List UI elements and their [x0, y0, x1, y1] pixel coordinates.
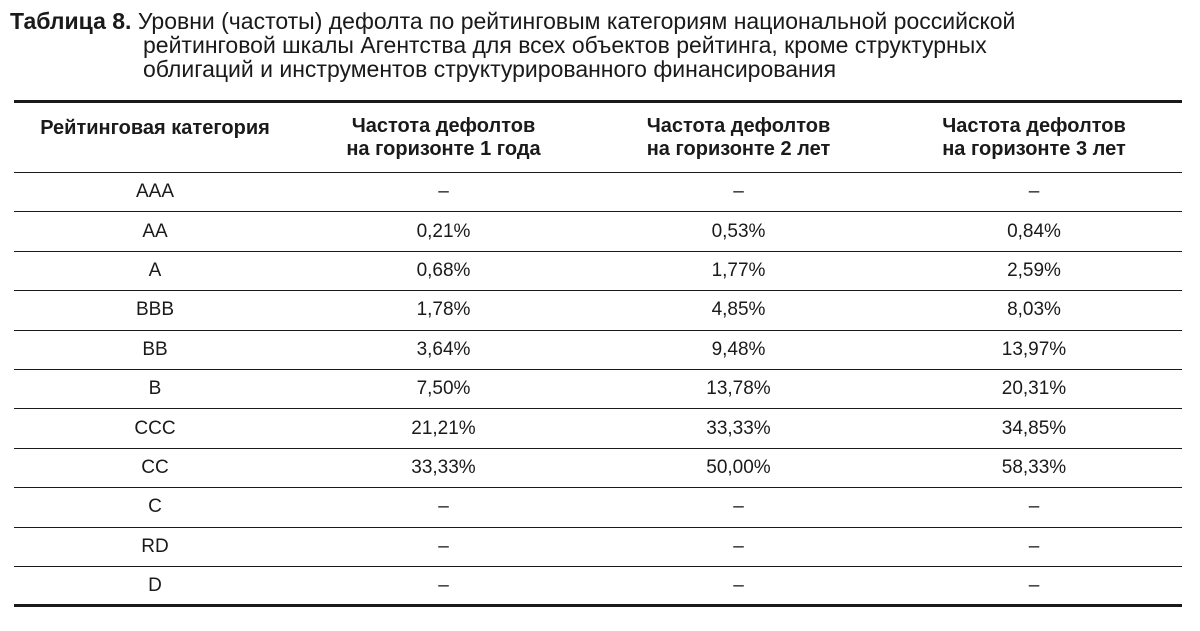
header-default-2y [591, 102, 886, 173]
caption-text-1: Уровни (частоты) дефолта по рейтинговым категориям национальной российской [137, 8, 1016, 34]
cell-1y: 1,78% [296, 291, 591, 330]
cell-3y: 34,85% [886, 409, 1182, 448]
cell-rating: A [14, 251, 296, 290]
header-line: Рейтинговая категория [40, 117, 270, 139]
cell-rating: BB [14, 330, 296, 369]
cell-rating: D [14, 566, 296, 605]
cell-2y: 9,48% [591, 330, 886, 369]
caption-label: Таблица 8. [10, 8, 132, 34]
table-header-row [14, 102, 1182, 173]
cell-rating: CCC [14, 409, 296, 448]
table-row [14, 488, 1182, 527]
header-line: на горизонте 2 лет [646, 137, 831, 160]
header-line: на горизонте 1 года [346, 137, 541, 160]
cell-rating: AAA [14, 173, 296, 212]
table-row [14, 291, 1182, 330]
cell-1y: 21,21% [296, 409, 591, 448]
cell-1y: – [296, 173, 591, 212]
header-default-3y [886, 102, 1182, 173]
cell-3y: 20,31% [886, 369, 1182, 408]
header-rating-category [14, 102, 296, 173]
cell-3y: 13,97% [886, 330, 1182, 369]
cell-1y: 0,21% [296, 212, 591, 251]
cell-rating: C [14, 488, 296, 527]
cell-3y: – [886, 566, 1182, 605]
cell-3y: – [886, 527, 1182, 566]
cell-2y: 33,33% [591, 409, 886, 448]
cell-2y: – [591, 488, 886, 527]
cell-3y: 8,03% [886, 291, 1182, 330]
table-row [14, 212, 1182, 251]
table-row [14, 330, 1182, 369]
cell-2y: 4,85% [591, 291, 886, 330]
caption-line-1 [10, 9, 1190, 33]
cell-1y: 33,33% [296, 448, 591, 487]
caption-text-3: облигаций и инструментов структурированного финансирования [143, 56, 837, 82]
cell-3y: – [886, 173, 1182, 212]
caption-text-2: рейтинговой шкалы Агентства для всех объектов рейтинга, кроме структурных [143, 32, 987, 58]
table-row [14, 448, 1182, 487]
table-row [14, 566, 1182, 605]
table-row [14, 369, 1182, 408]
cell-rating: BBB [14, 291, 296, 330]
cell-rating: AA [14, 212, 296, 251]
cell-2y: 50,00% [591, 448, 886, 487]
cell-2y: – [591, 566, 886, 605]
table-row [14, 251, 1182, 290]
cell-1y: – [296, 566, 591, 605]
cell-1y: 0,68% [296, 251, 591, 290]
cell-2y: – [591, 173, 886, 212]
header-line: Частота дефолтов [646, 114, 831, 137]
cell-rating: RD [14, 527, 296, 566]
header-default-1y [296, 102, 591, 173]
cell-2y: – [591, 527, 886, 566]
table-row [14, 409, 1182, 448]
cell-2y: 1,77% [591, 251, 886, 290]
header-line: на горизонте 3 лет [942, 137, 1126, 160]
cell-3y: 58,33% [886, 448, 1182, 487]
cell-1y: 3,64% [296, 330, 591, 369]
cell-1y: – [296, 527, 591, 566]
default-rates-table [14, 100, 1182, 607]
cell-3y: 2,59% [886, 251, 1182, 290]
cell-2y: 13,78% [591, 369, 886, 408]
cell-rating: B [14, 369, 296, 408]
cell-rating: CC [14, 448, 296, 487]
table-caption [10, 9, 1190, 81]
cell-1y: – [296, 488, 591, 527]
cell-2y: 0,53% [591, 212, 886, 251]
table-row [14, 527, 1182, 566]
cell-1y: 7,50% [296, 369, 591, 408]
cell-3y: 0,84% [886, 212, 1182, 251]
cell-3y: – [886, 488, 1182, 527]
header-line: Частота дефолтов [351, 114, 536, 137]
table-row [14, 173, 1182, 212]
header-line: Частота дефолтов [942, 114, 1126, 137]
